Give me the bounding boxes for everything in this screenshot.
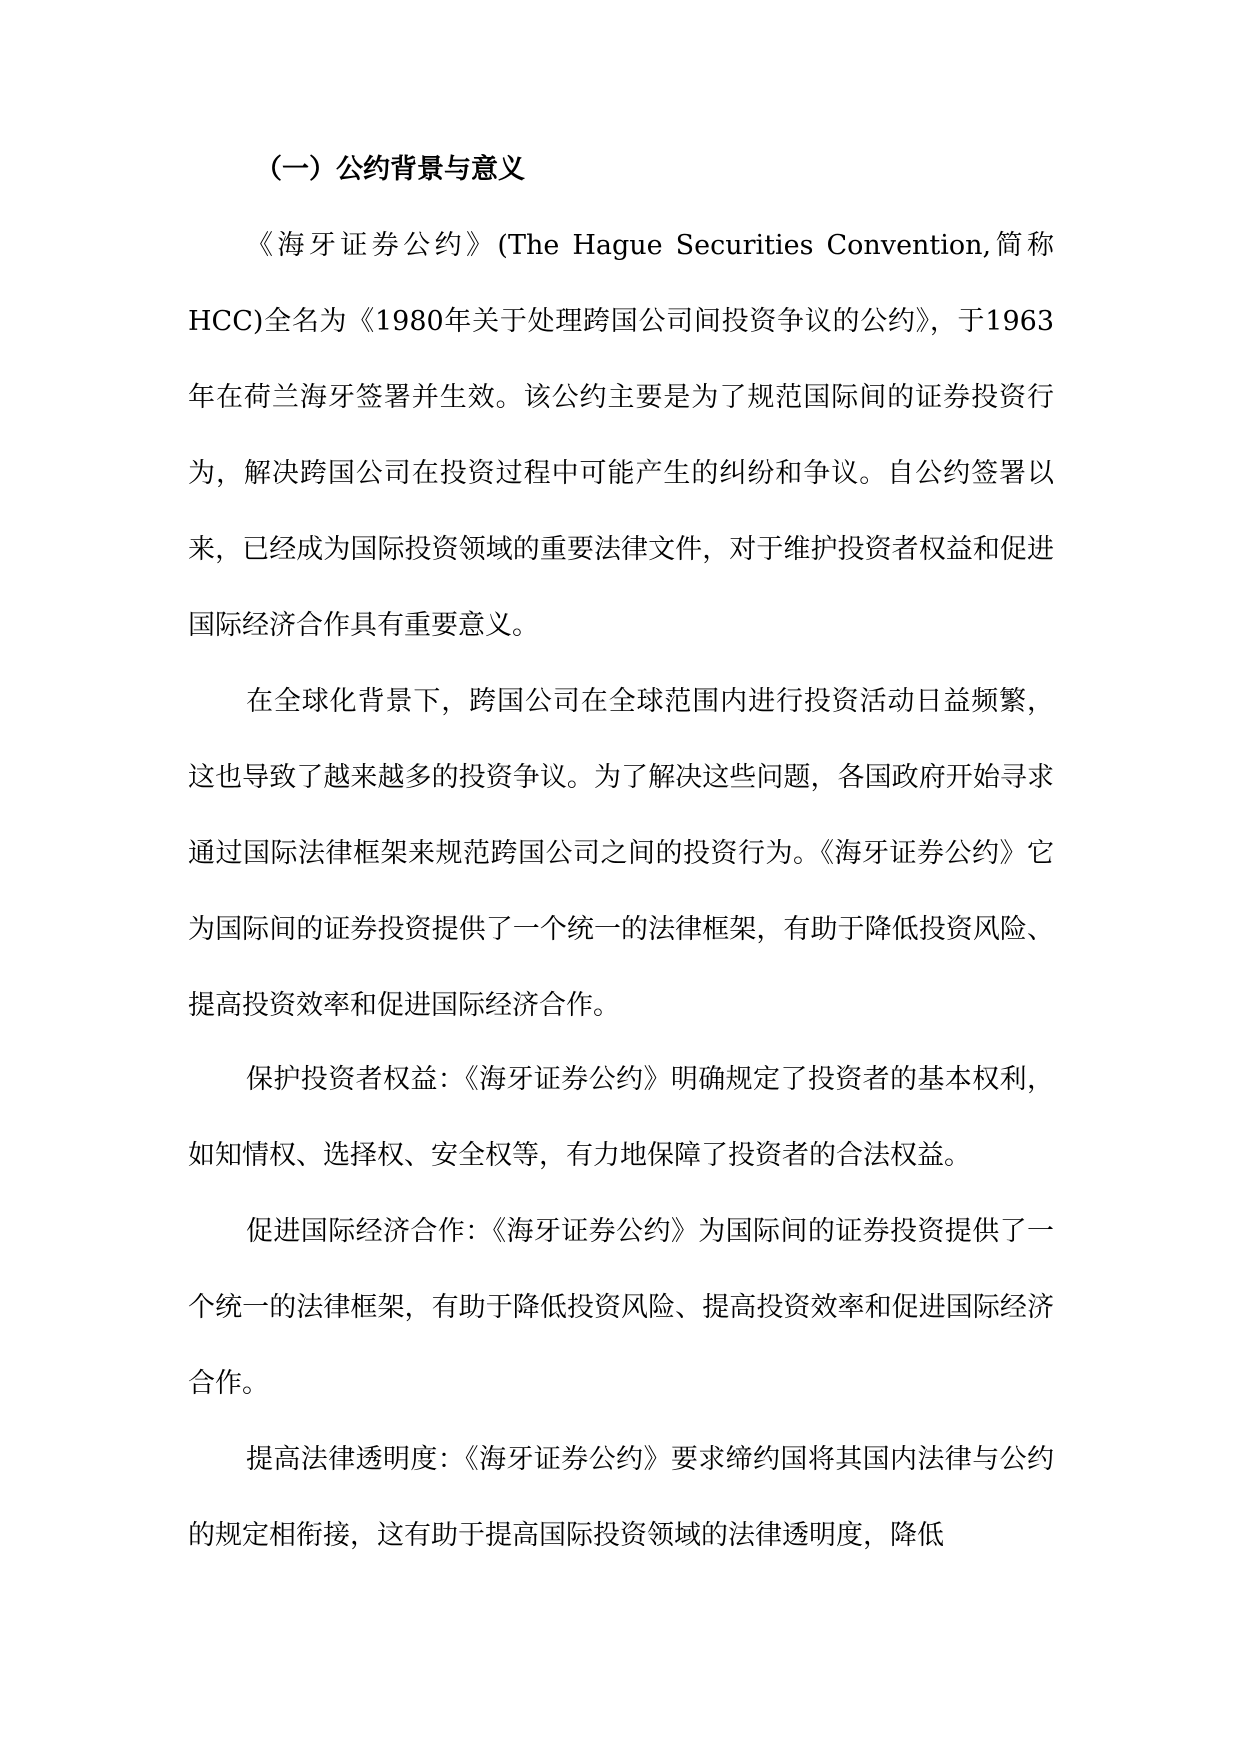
paragraph-legal-transparency: 提高法律透明度：《海牙证券公约》要求缔约国将其国内法律与公约的规定相衔接，这有助于提高国际投资领域的法律透明度，降低	[188, 1444, 1054, 1551]
section-heading: （一）公约背景与意义	[255, 154, 525, 185]
paragraph-convention-background: 《海牙证券公约》(The Hague Securities Convention,简称HCC)全名为《1980年关于处理跨国公司间投资争议的公约》，于1963年在荷兰海牙签署并生效。该公约主要是为了规范国际间的证券投资行为，解决跨国公司在投资过程中可能产生的纠纷和争议。自公约签署以来，已经成为国际投资领域的重要法律文件，对于维护投资者权益和促进国际经济合作具有重要意义。	[188, 230, 1054, 641]
paragraph-globalization-context: 在全球化背景下，跨国公司在全球范围内进行投资活动日益频繁，这也导致了越来越多的投资争议。为了解决这些问题，各国政府开始寻求通过国际法律框架来规范跨国公司之间的投资行为。《海牙证券公约》它为国际间的证券投资提供了一个统一的法律框架，有助于降低投资风险、提高投资效率和促进国际经济合作。	[188, 686, 1054, 1021]
paragraph-investor-protection: 保护投资者权益：《海牙证券公约》明确规定了投资者的基本权利，如知情权、选择权、安全权等，有力地保障了投资者的合法权益。	[188, 1064, 1054, 1171]
paragraph-economic-cooperation: 促进国际经济合作：《海牙证券公约》为国际间的证券投资提供了一个统一的法律框架，有助于降低投资风险、提高投资效率和促进国际经济合作。	[188, 1216, 1054, 1399]
